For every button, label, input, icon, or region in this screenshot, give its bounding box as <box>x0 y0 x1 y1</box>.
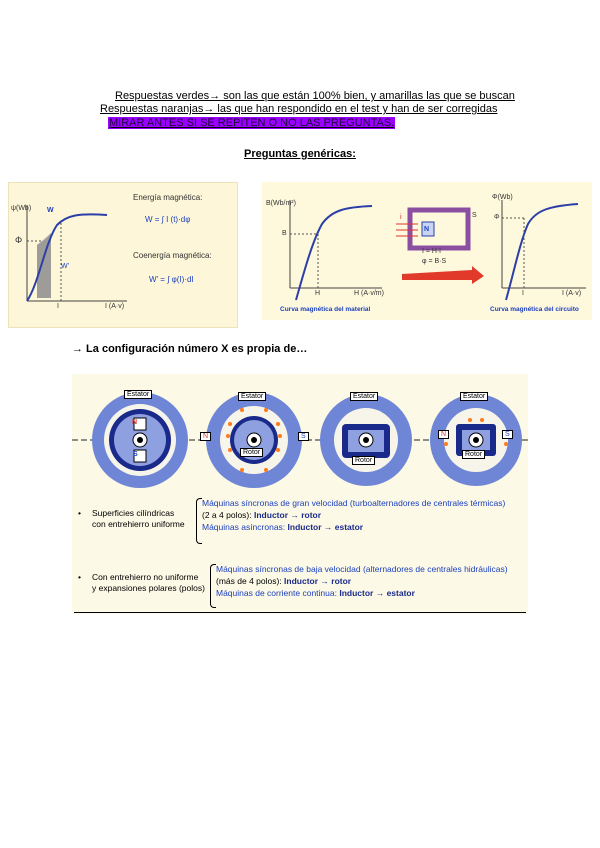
block1-right-3a: Máquinas asíncronas: <box>202 522 286 532</box>
block1-right-2a: (2 a 4 polos): <box>202 510 252 520</box>
estator-label-1: Estator <box>124 390 152 399</box>
estator-label-3: Estator <box>350 392 378 401</box>
block1-right-2b: Inductor → rotor <box>254 510 322 520</box>
coenergia-formula: W' = ∫ φ(I)·dI <box>149 275 194 284</box>
coenergia-label: Coenergía magnética: <box>133 251 212 260</box>
energia-label: Energía magnética: <box>133 193 203 202</box>
n-pole-2: N <box>200 432 211 441</box>
s-pole-2: S <box>298 432 309 441</box>
s-pole-4: S <box>502 430 513 439</box>
h-axis-label: H (A·v/m) <box>354 290 384 297</box>
section-s-label: S <box>472 212 477 219</box>
formula-flux: φ = B·S <box>422 258 447 265</box>
wm-label: W <box>47 207 54 214</box>
block2-right-3b: Inductor → estator <box>339 588 415 598</box>
section-title: Preguntas genéricas: <box>244 148 356 160</box>
estator-label-4: Estator <box>460 392 488 401</box>
block1-left-2: con entrehierro uniforme <box>92 519 185 529</box>
energia-formula: W = ∫ I (t)·dφ <box>145 215 191 224</box>
b-axis-label: B(Wb/m²) <box>266 200 296 207</box>
y-axis-label: ψ(Wb) <box>11 205 32 212</box>
block2-right-3a: Máquinas de corriente continua: <box>216 588 337 598</box>
n-pole-1: N <box>132 419 138 426</box>
phi-label: Φ <box>15 235 23 245</box>
block2-right-1: Máquinas síncronas de baja velocidad (alternadores de centrales hidráulicas) <box>216 564 508 574</box>
phi1-label: Φ <box>494 214 500 221</box>
block2-left-1: Con entrehierro no uniforme <box>92 572 199 582</box>
coil-n-label: N <box>424 226 430 233</box>
bullet-1: • <box>78 508 81 518</box>
phi-axis-label: Φ(Wb) <box>492 194 513 201</box>
wm-prime-label: W' <box>61 263 69 270</box>
rotor-label-3: Rotor <box>352 456 375 465</box>
rotor-label-4: Rotor <box>462 450 485 459</box>
current-label: i <box>400 214 402 221</box>
header-line-1: Respuestas verdes→ son las que están 100% bien, y amarillas las que se buscan <box>115 90 515 102</box>
s-pole-1: S <box>133 451 138 458</box>
b1-label: B <box>282 230 287 237</box>
estator-label-2: Estator <box>238 392 266 401</box>
energy-figure <box>8 182 238 328</box>
block2-right-2a: (más de 4 polos): <box>216 576 282 586</box>
circuit-curve-caption: Curva magnética del circuito <box>490 306 579 313</box>
rotor-label-2: Rotor <box>240 448 263 457</box>
bottom-rule <box>74 612 526 613</box>
material-curve-caption: Curva magnética del material <box>280 306 371 313</box>
h-label: H <box>315 290 321 297</box>
header-line-3 <box>108 117 395 129</box>
block1-right-3b: Inductor → estator <box>287 522 364 532</box>
i-label: I <box>57 303 59 310</box>
block2-left-2: y expansiones polares (polos) <box>92 583 205 593</box>
block1-right-1: Máquinas síncronas de gran velocidad (turboalternadores de centrales térmicas) <box>202 498 506 508</box>
x-axis-label: I (A·v) <box>105 303 125 310</box>
block2-right-2b: Inductor → rotor <box>284 576 352 586</box>
n-pole-4: N <box>438 430 449 439</box>
machine-configurations-figure <box>72 374 528 614</box>
question-text: → La configuración número X es propia de… <box>72 343 308 355</box>
i1-label: I <box>522 290 524 297</box>
formula-ampere: I = H·l <box>422 248 441 255</box>
bullet-2: • <box>78 572 81 582</box>
i-axis-label: I (A·v) <box>562 290 582 297</box>
block1-left-1: Superficies cilíndricas <box>92 508 175 518</box>
highlighted-warning: MIRAR ANTES SI SE REPITEN O NO LAS PREGUNTAS. <box>109 117 395 129</box>
magnetic-curves-figure <box>262 182 592 320</box>
header-line-2: Respuestas naranjas→ las que han respondido en el test y han de ser corregidas <box>100 103 498 115</box>
